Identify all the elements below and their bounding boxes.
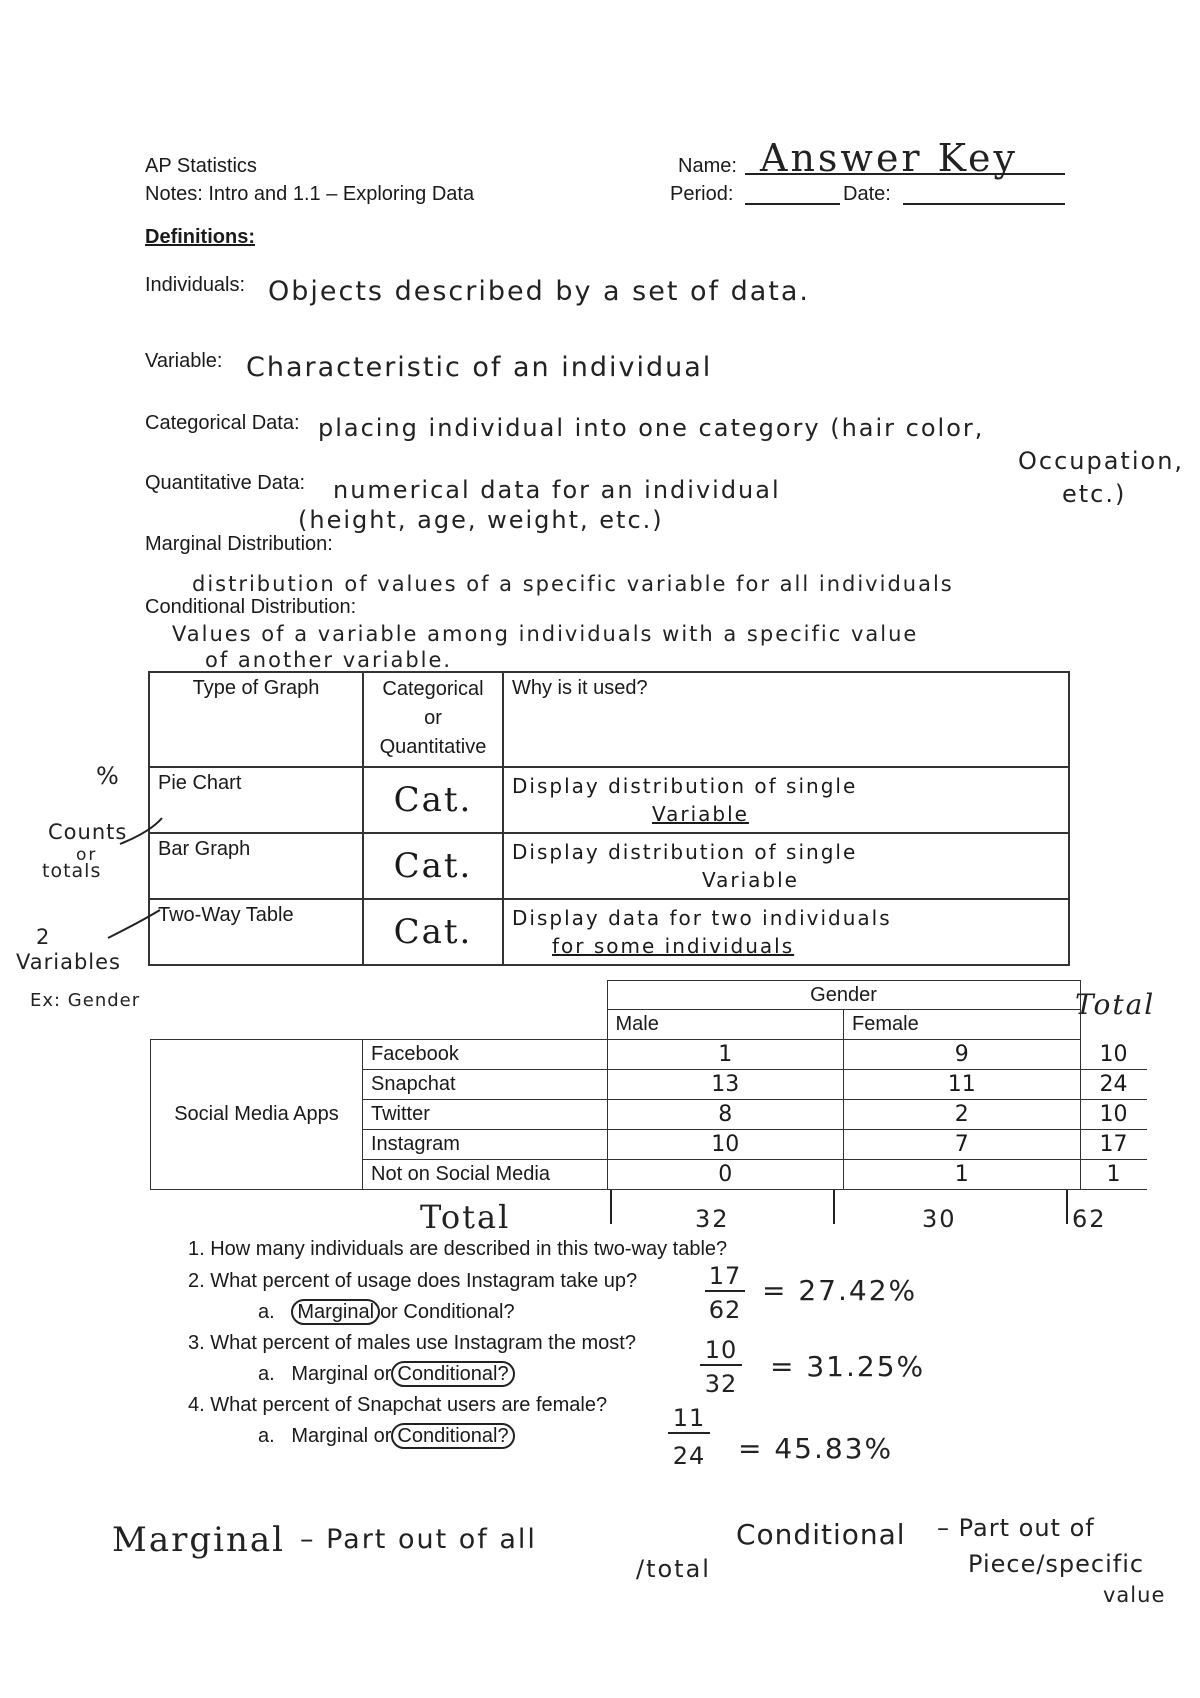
- male-header: Male: [607, 1010, 844, 1040]
- def-individuals-label: Individuals:: [145, 274, 246, 296]
- def-categorical-answer-cont2: etc.): [1062, 480, 1127, 508]
- q4-result: = 45.83%: [738, 1432, 894, 1465]
- date-label: Date:: [843, 183, 891, 205]
- q3-numerator: 10: [700, 1336, 742, 1366]
- row-pie-cat: [363, 767, 503, 833]
- instagram-female: 7: [844, 1130, 1081, 1160]
- def-categorical-answer-cont1: Occupation,: [1018, 447, 1185, 475]
- margin-note-tw-1: 2: [36, 925, 52, 949]
- footer-conditional-def3: value: [1103, 1583, 1166, 1607]
- instagram-male: 10: [607, 1130, 844, 1160]
- def-conditional-answer: Values of a variable among individuals with a specific value: [172, 622, 919, 646]
- q2-numerator: 17: [705, 1262, 745, 1292]
- col-header-cat: [363, 672, 503, 767]
- margin-note-tw-3: Ex: Gender: [30, 990, 141, 1011]
- question-4a: [258, 1425, 515, 1448]
- twitter-female: 2: [844, 1100, 1081, 1130]
- q4-numerator: 11: [668, 1404, 710, 1434]
- app-facebook: Facebook: [363, 1040, 608, 1070]
- two-way-table: [150, 980, 1147, 1190]
- app-twitter: Twitter: [363, 1100, 608, 1130]
- name-value: Answer Key: [760, 136, 1018, 180]
- def-conditional-label: Conditional Distribution:: [145, 596, 357, 618]
- notes-title: Notes: Intro and 1.1 – Exploring Data: [145, 183, 475, 205]
- row-bar-why: [503, 833, 1069, 899]
- marginal-circled: Marginal: [291, 1299, 380, 1325]
- twitter-male: 8: [607, 1100, 844, 1130]
- footer-conditional-def2: Piece/specific: [968, 1550, 1145, 1578]
- none-total: 1: [1080, 1160, 1147, 1190]
- question-4a-marginal: Marginal or: [291, 1425, 392, 1447]
- def-conditional-answer-cont: of another variable.: [205, 648, 453, 672]
- def-quantitative-answer-cont: (height, age, weight, etc.): [298, 506, 664, 534]
- row-twoway-cat-value: Cat.: [393, 912, 473, 952]
- q3-result: = 31.25%: [770, 1350, 926, 1383]
- total-label: Total: [420, 1198, 511, 1236]
- q2-denominator: 62: [708, 1296, 742, 1324]
- conditional-circled-4: Conditional?: [391, 1423, 514, 1449]
- snapchat-total: 24: [1080, 1070, 1147, 1100]
- row-twoway-why-line2: for some individuals: [552, 934, 795, 958]
- app-none: Not on Social Media: [363, 1160, 608, 1190]
- row-twoway-why-line1: Display data for two individuals: [512, 906, 892, 930]
- col-header-why: Why is it used?: [503, 672, 1069, 767]
- row-pie-why-line1: Display distribution of single: [512, 774, 858, 798]
- name-label: Name:: [678, 155, 737, 177]
- grand-total: 62: [1072, 1205, 1107, 1233]
- course-title: AP Statistics: [145, 155, 257, 177]
- col-header-cat-line3: Quantitative: [379, 736, 487, 758]
- def-individuals-answer: Objects described by a set of data.: [268, 276, 810, 307]
- question-2a: [258, 1301, 515, 1324]
- total-male: 32: [695, 1205, 730, 1233]
- margin-note-bar-1: Counts: [48, 820, 128, 844]
- row-pie-why: [503, 767, 1069, 833]
- question-2a-prefix: a.: [258, 1301, 275, 1323]
- question-2a-rest: or Conditional?: [380, 1301, 515, 1323]
- row-bar-cat-value: Cat.: [393, 846, 473, 886]
- margin-note-pie: %: [96, 762, 121, 790]
- q2-result: = 27.42%: [762, 1274, 918, 1307]
- footer-marginal-def: – Part out of all: [300, 1524, 537, 1555]
- col-header-cat-line1: Categorical: [382, 678, 484, 700]
- conditional-circled-3: Conditional?: [391, 1361, 514, 1387]
- row-twoway-why: [503, 899, 1069, 965]
- facebook-male: 1: [607, 1040, 844, 1070]
- row-bar-cat: [363, 833, 503, 899]
- question-4: 4. What percent of Snapchat users are female?: [188, 1394, 608, 1416]
- snapchat-female: 11: [844, 1070, 1081, 1100]
- graph-types-table: [148, 671, 1070, 966]
- total-female: 30: [922, 1205, 957, 1233]
- def-categorical-label: Categorical Data:: [145, 412, 300, 434]
- twoway-arrow: [108, 910, 160, 938]
- question-3a: [258, 1363, 515, 1386]
- gender-header: Gender: [607, 981, 1080, 1010]
- period-label: Period:: [670, 183, 734, 205]
- footer-conditional: Conditional: [736, 1518, 906, 1551]
- margin-note-bar-2: or: [76, 845, 98, 865]
- footer-conditional-def: – Part out of: [937, 1514, 1095, 1542]
- bar-arrow: [120, 818, 162, 844]
- row-twoway-type: Two-Way Table: [149, 899, 363, 965]
- col-header-cat-line2: or: [424, 707, 442, 729]
- facebook-female: 9: [844, 1040, 1081, 1070]
- app-snapchat: Snapchat: [363, 1070, 608, 1100]
- row-twoway-cat: [363, 899, 503, 965]
- question-1: 1. How many individuals are described in this two-way table?: [188, 1238, 728, 1260]
- instagram-total: 17: [1080, 1130, 1147, 1160]
- footer-marginal: Marginal: [112, 1520, 286, 1560]
- margin-note-bar-3: totals: [42, 860, 102, 882]
- total-header: Total: [1075, 988, 1156, 1021]
- row-pie-why-line2: Variable: [652, 802, 749, 826]
- row-pie-cat-value: Cat.: [393, 780, 473, 820]
- margin-arrows: [0, 0, 200, 960]
- q3-denominator: 32: [704, 1370, 738, 1398]
- twitter-total: 10: [1080, 1100, 1147, 1130]
- def-categorical-answer: placing individual into one category (hair color,: [318, 414, 985, 442]
- facebook-total: 10: [1080, 1040, 1147, 1070]
- question-2: 2. What percent of usage does Instagram take up?: [188, 1270, 638, 1292]
- question-3a-marginal: Marginal or: [291, 1363, 392, 1385]
- def-quantitative-answer: numerical data for an individual: [333, 476, 781, 504]
- row-bar-why-line1: Display distribution of single: [512, 840, 858, 864]
- row-bar-type: Bar Graph: [149, 833, 363, 899]
- margin-note-tw-2: Variables: [16, 950, 121, 974]
- none-male: 0: [607, 1160, 844, 1190]
- app-instagram: Instagram: [363, 1130, 608, 1160]
- row-pie-type: Pie Chart: [149, 767, 363, 833]
- definitions-heading: Definitions:: [145, 226, 255, 248]
- question-3: 3. What percent of males use Instagram the most?: [188, 1332, 636, 1354]
- question-3a-prefix: a.: [258, 1363, 275, 1385]
- footer-marginal-total: /total: [636, 1555, 711, 1583]
- def-variable-answer: Characteristic of an individual: [246, 352, 713, 383]
- row-bar-why-line2: Variable: [702, 868, 799, 892]
- date-line: [903, 203, 1065, 205]
- def-marginal-label: Marginal Distribution:: [145, 533, 333, 555]
- row-group-label: Social Media Apps: [151, 1040, 363, 1190]
- def-quantitative-label: Quantitative Data:: [145, 472, 306, 494]
- col-header-type: Type of Graph: [149, 672, 363, 767]
- period-line: [745, 203, 840, 205]
- snapchat-male: 13: [607, 1070, 844, 1100]
- none-female: 1: [844, 1160, 1081, 1190]
- female-header: Female: [844, 1010, 1081, 1040]
- q4-denominator: 24: [672, 1442, 706, 1470]
- def-variable-label: Variable:: [145, 350, 223, 372]
- def-marginal-answer: distribution of values of a specific variable for all individuals: [192, 572, 954, 596]
- question-4a-prefix: a.: [258, 1425, 275, 1447]
